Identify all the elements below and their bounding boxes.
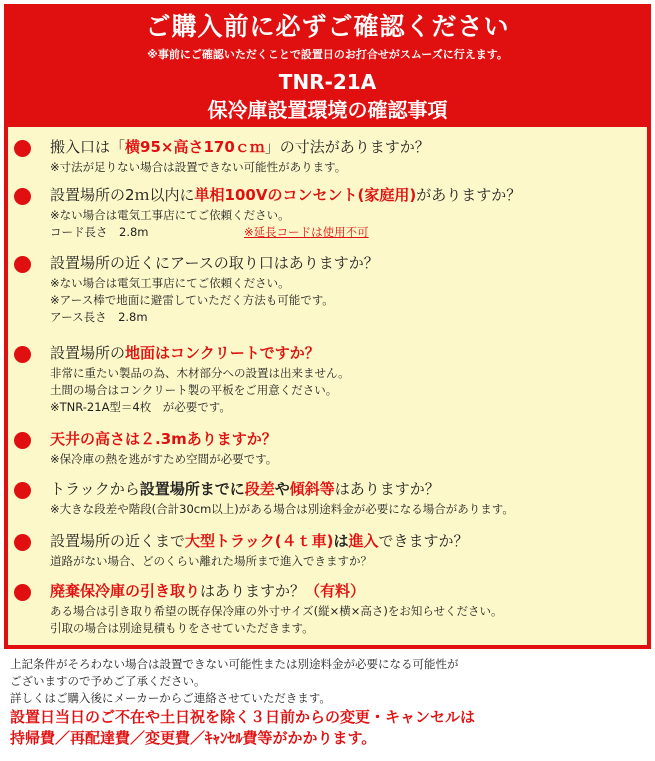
question-text: 設置場所の2ｍ以内に単相100Vのコンセント(家庭用)がありますか？ — [50, 186, 522, 204]
section-heading: 保冷庫設置環境の確認事項 — [207, 98, 448, 122]
footer-line: 上記条件がそろわない場合は設置できない可能性または別途料金が必要になる可能性が — [10, 657, 459, 671]
bullet-icon — [14, 140, 31, 157]
page-title: ご購入前に必ずご確認ください — [145, 12, 510, 41]
bullet-icon — [14, 346, 31, 363]
question-text: 設置場所の近くまで大型トラック(４ｔ車)は進入できますか？ — [50, 532, 469, 550]
note-text: 土間の場合はコンクリート製の平板をご用意ください。 — [50, 383, 338, 397]
note-text: ある場合は引き取り希望の既存保冷庫の外寸サイズ(縦×横×高さ)をお知らせください。 — [50, 604, 503, 618]
footer-line: 詳しくはご購入後にメーカーからご連絡させていただきます。 — [10, 691, 331, 705]
header-banner — [4, 4, 651, 127]
question-text: 搬入口は「横95×高さ170ｃｍ」の寸法がありますか？ — [50, 138, 430, 156]
note-text: ※保冷庫の熱を逃がすため空間が必要です。 — [50, 452, 278, 466]
question-text: 天井の高さは２.3mありますか？ — [50, 430, 277, 448]
note-text: 道路がない場合、どのくらい離れた場所まで進入できますか？ — [50, 554, 372, 568]
note-text: 引取の場合は別途見積もりをさせていただきます。 — [50, 621, 314, 635]
extension-cord-warning: ※延長コードは使用不可 — [244, 225, 369, 239]
cancellation-warning: 持帰費／再配達費／変更費／ｷｬﾝｾﾙ費等がかかります。 — [10, 729, 377, 747]
note-text: 非常に重たい製品の為、木材部分への設置は出来ません。 — [50, 366, 350, 380]
bullet-icon — [14, 432, 31, 449]
cord-length-text: コード長さ 2.8m — [50, 225, 149, 239]
footer-line: ございますので予めご了承ください。 — [10, 674, 206, 688]
note-text: アース長さ 2.8m — [50, 310, 148, 324]
question-text: 設置場所の近くにアースの取り口はありますか？ — [50, 254, 379, 272]
question-text: 設置場所の地面はコンクリートですか？ — [50, 344, 320, 362]
note-text: ※ない場合は電気工事店にてご依頼ください。 — [50, 276, 290, 290]
cancellation-warning: 設置日当日のご不在や土日祝を除く３日前からの変更・キャンセルは — [10, 708, 476, 726]
bullet-icon — [14, 534, 31, 551]
note-text: ※TNR-21A型＝4枚 が必要です。 — [50, 400, 231, 414]
bullet-icon — [14, 188, 31, 205]
question-text: 廃棄保冷庫の引き取りはありますか？（有料） — [50, 582, 366, 600]
checklist-panel — [4, 127, 651, 649]
bullet-icon — [14, 256, 31, 273]
question-text: トラックから設置場所までに段差や傾斜等はありますか？ — [50, 480, 440, 498]
bullet-icon — [14, 584, 31, 601]
note-text: ※ない場合は電気工事店にてご依頼ください。 — [50, 208, 290, 222]
note-text: ※寸法が足りない場合は設置できない可能性があります。 — [50, 160, 347, 174]
bullet-icon — [14, 482, 31, 499]
model-number: TNR-21A — [278, 70, 377, 94]
note-text: ※大きな段差や階段(合計30cm以上)がある場合は別途料金が必要になる場合があります。 — [50, 502, 514, 516]
footer-notes — [10, 656, 650, 749]
note-text: ※アース棒で地面に避雷していただく方法も可能です。 — [50, 293, 334, 307]
header-subtitle: ※事前にご確認いただくことで設置日のお打合せがスムーズに行えます。 — [147, 48, 508, 61]
